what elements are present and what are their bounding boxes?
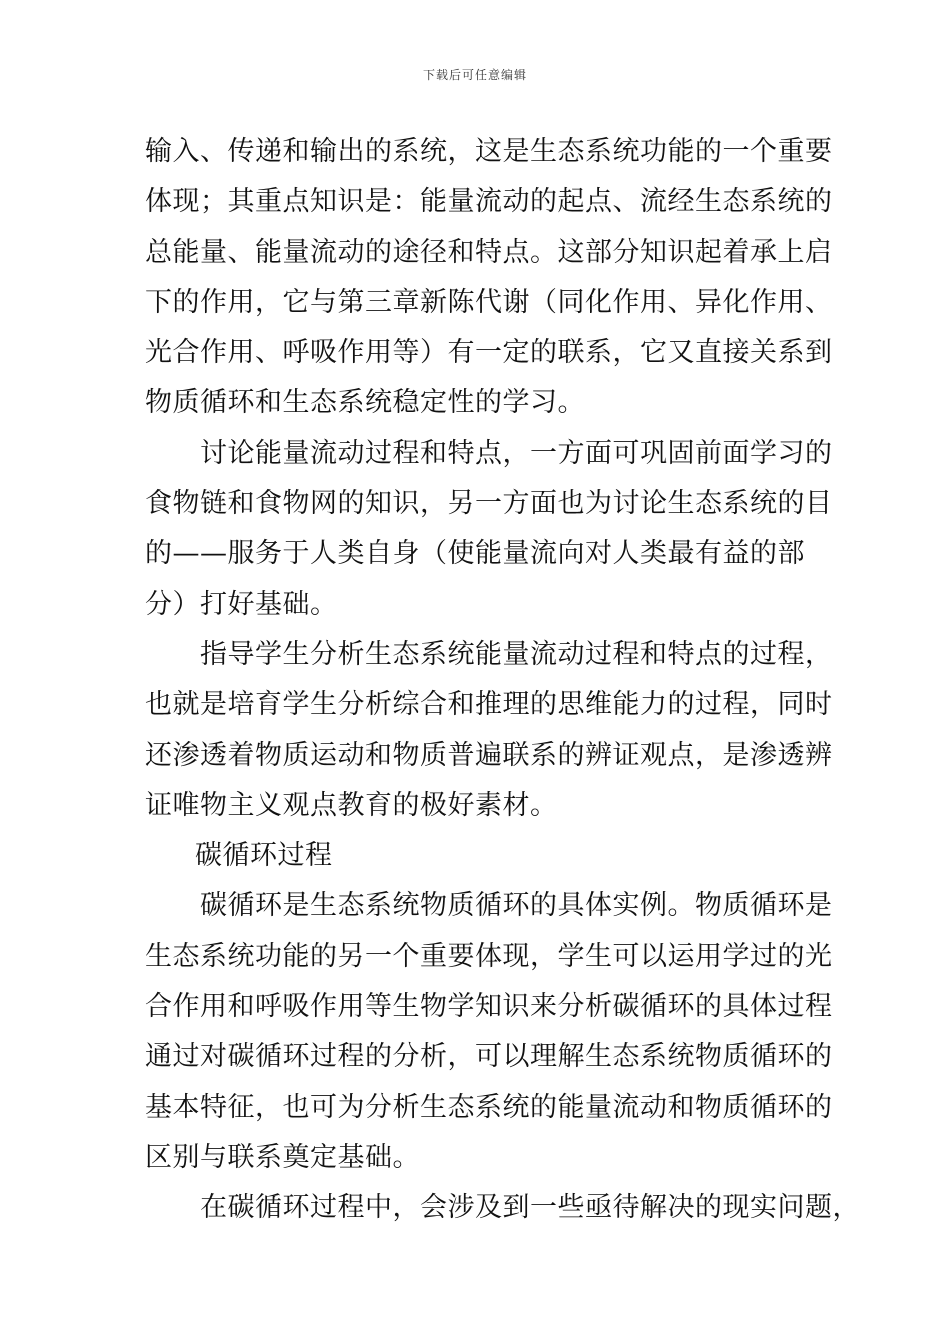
paragraph-discussion [145,429,833,630]
text-line: 食物链和食物网的知识，另一方面也为讨论生态系统的目 [145,488,833,520]
text-line: 在碳循环过程中，会涉及到一些亟待解决的现实问题， [200,1192,860,1224]
section-heading-carbon-cycle [145,831,810,881]
section-heading: 碳循环过程 [195,840,333,872]
text-line: 分）打好基础。 [145,588,338,620]
page-header: 下载后可任意编辑 [422,68,527,82]
text-line: 体现；其重点知识是：能量流动的起点、流经生态系统的 [145,186,833,218]
text-line: 光合作用、呼吸作用等）有一定的联系，它又直接关系到 [145,337,833,369]
paragraph-guidance [145,630,833,831]
paragraph-real-problems [145,1183,860,1233]
text-line: 碳循环是生态系统物质循环的具体实例。物质循环是 [200,890,833,922]
text-line: 区别与联系奠定基础。 [145,1141,420,1173]
paragraph-energy-flow-intro [145,127,833,429]
text-line: 指导学生分析生态系统能量流动过程和特点的过程， [200,638,833,670]
text-line: 总能量、能量流动的途径和特点。这部分知识起着承上启 [145,236,833,268]
text-line: 证唯物主义观点教育的极好素材。 [145,789,558,821]
text-line: 输入、传递和输出的系统，这是生态系统功能的一个重要 [145,136,833,167]
text-line: 也就是培育学生分析综合和推理的思维能力的过程，同时 [145,689,833,721]
text-line: 的——服务于人类自身（使能量流向对人类最有益的部 [145,538,805,570]
text-line: 通过对碳循环过程的分析，可以理解生态系统物质循环的 [145,1041,833,1073]
text-line: 生态系统功能的另一个重要体现，学生可以运用学过的光 [145,940,833,972]
text-line: 还渗透着物质运动和物质普遍联系的辨证观点，是渗透辨 [145,739,833,771]
text-line: 讨论能量流动过程和特点，一方面可巩固前面学习的 [200,437,833,469]
document-body [145,127,860,1234]
text-line: 下的作用，它与第三章新陈代谢（同化作用、异化作用、 [145,286,833,318]
text-line: 基本特征，也可为分析生态系统的能量流动和物质循环的 [145,1091,833,1123]
paragraph-carbon-cycle [145,881,833,1183]
text-line: 合作用和呼吸作用等生物学知识来分析碳循环的具体过程 [145,991,833,1023]
text-line: 物质循环和生态系统稳定性的学习。 [145,387,585,419]
